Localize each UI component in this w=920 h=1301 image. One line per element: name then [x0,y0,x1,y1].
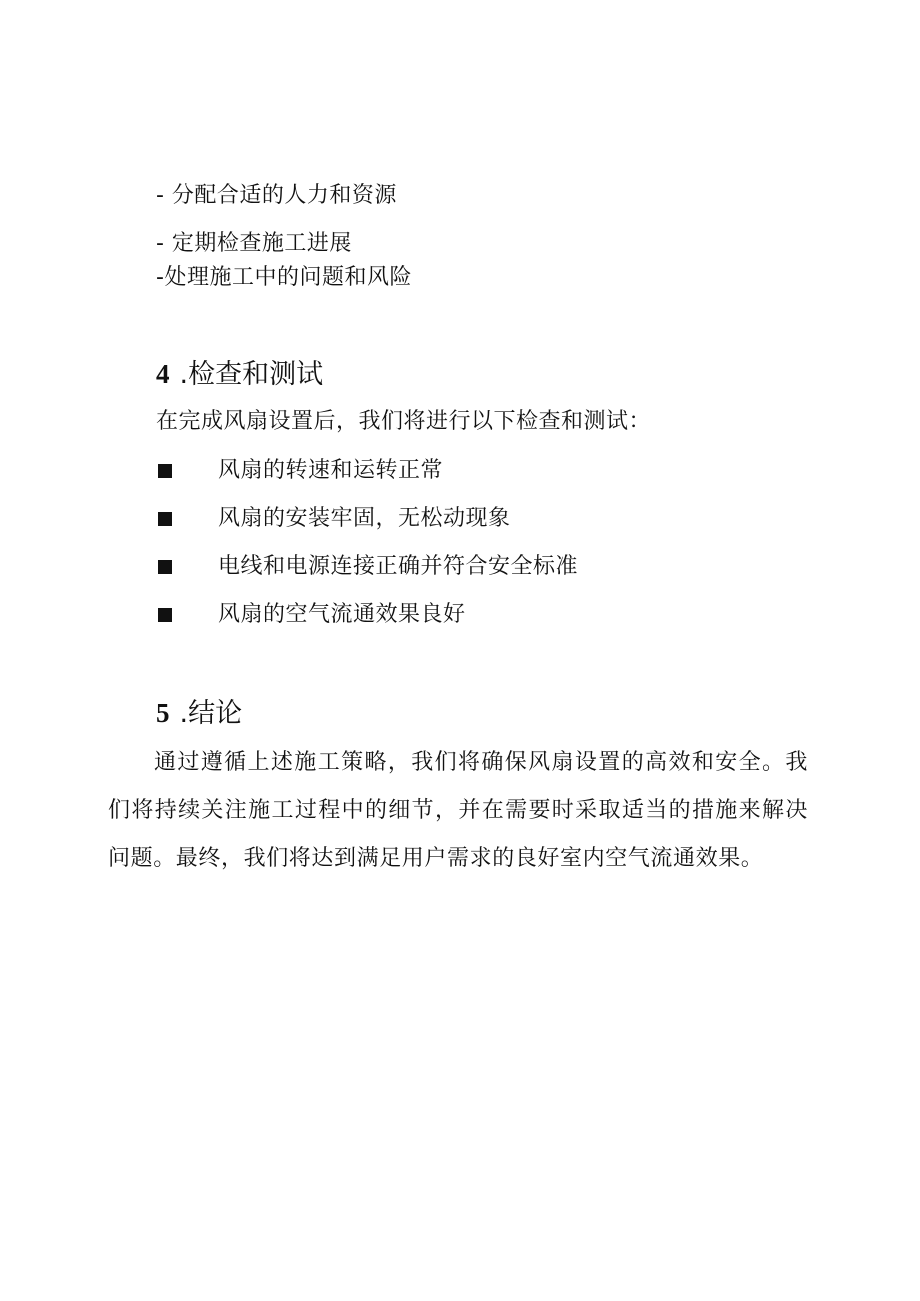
section-5-heading [156,696,242,731]
section-4-intro: 在完成风扇设置后，我们将进行以下检查和测试： [156,409,652,434]
checklist-item-text: 电线和电源连接正确并符合安全标准 [218,554,579,579]
section-title: .结论 [179,698,243,729]
checklist-item-text: 风扇的安装牢固，无松动现象 [218,506,511,531]
square-bullet-icon [158,608,172,622]
square-bullet-icon [158,512,172,526]
section-number: 4 [156,359,170,389]
checklist-item-text: 风扇的转速和运转正常 [218,458,444,483]
dash-item: -处理施工中的问题和风险 [156,265,412,290]
checklist-item-text: 风扇的空气流通效果良好 [218,602,466,627]
dash-item: - 分配合适的人力和资源 [156,183,397,208]
square-bullet-icon [158,464,172,478]
section-title: .检查和测试 [179,359,324,390]
section-number: 5 [156,698,170,728]
square-bullet-icon [158,560,172,574]
section-4-heading [156,357,323,392]
dash-item: - 定期检查施工进展 [156,231,352,256]
conclusion-paragraph: 通过遵循上述施工策略，我们将确保风扇设置的高效和安全。我们将持续关注施工过程中的细节，并在需要时采取适当的措施来解决问题。最终，我们将达到满足用户需求的良好室内空气流通效果。 [108,750,808,871]
